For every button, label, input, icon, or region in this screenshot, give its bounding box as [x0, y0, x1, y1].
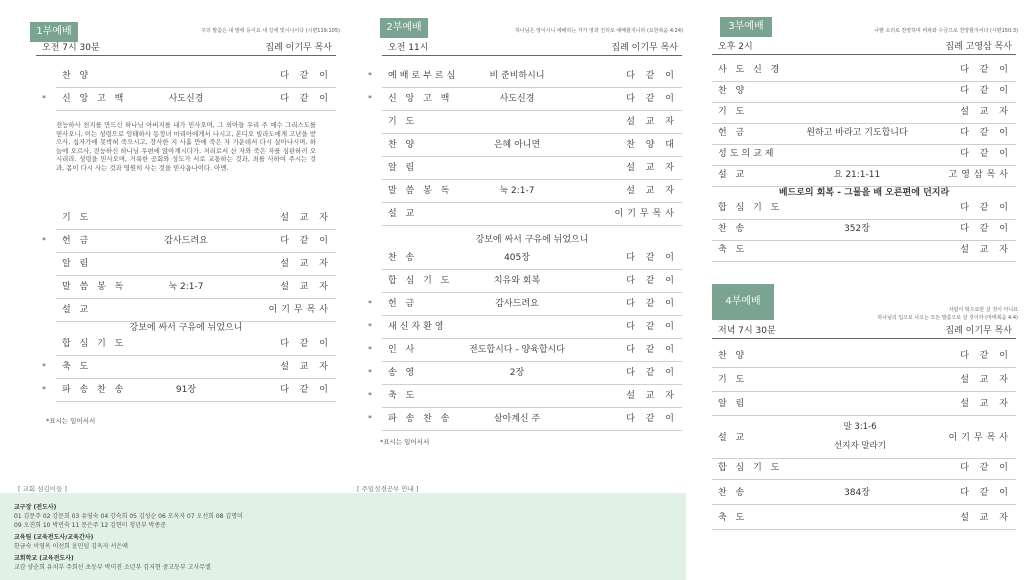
order-item-detail: 원하고 바라고 기도합니다 — [806, 128, 908, 138]
standing-mark: * — [368, 391, 372, 400]
service-1-order-row — [56, 254, 336, 276]
standing-mark: * — [368, 299, 372, 308]
standing-mark: * — [368, 71, 372, 80]
order-item-name: 신 앙 고 백 — [388, 94, 453, 104]
standing-mark: * — [42, 94, 46, 103]
bible-study-title: [ 주일성경공부 안내 ] — [357, 485, 419, 493]
order-item-name: 예배로부르심 — [388, 71, 459, 81]
order-item-name: 설 교 — [718, 170, 748, 180]
service-1-time: 오전 7시 30분 — [42, 43, 100, 53]
service-4-order-row — [712, 508, 1016, 530]
order-item-detail: 사도신경 — [499, 94, 535, 104]
servant-group — [14, 533, 344, 551]
service-1-order-row — [56, 277, 336, 299]
church-servants-title: [ 교회 섬김이들 ] — [18, 485, 67, 493]
service-1-order-row — [42, 89, 336, 111]
order-item-name: 찬 송 — [718, 224, 748, 234]
order-item-name: 알 림 — [388, 163, 418, 173]
order-item-name: 성도의교제 — [718, 149, 777, 159]
apostles-creed-text: 전능하사 천지를 만드신 하나님 아버지를 내가 믿사오며, 그 외아들 우리 주 예수 그리스도를 믿사오니, 이는 성령으로 잉태하사 동정녀 마리아에게서 나시고, 본디오 빌라도에게 고난을 받으사, 십자가에 못박혀 죽으시고, 장사한 지 사흘 만에 죽은 자 가운데서 다시 살아나시며, 하늘에 오르사, 전능하신 하나님 우편에 앉아계시다가, 저리로서 산 자와 죽은 자를 심판하러 오시리라. 성령을 믿사오며, 거룩한 공회와 성도가 서로 교통하는 것과, 죄를 사하여 주시는 것과, 몸이 다시 사는 것과 영원히 사는 것을 믿사옵나이다. 아멘. — [56, 121, 316, 172]
order-item-name: 기 도 — [388, 117, 418, 127]
service-4-verse-line-2: 하나님의 입으로 나오는 모든 말씀으로 살 것이라 (마태복음 4:4) — [877, 315, 1018, 321]
order-item-leader: 찬 양 대 — [626, 140, 678, 150]
order-item-name: 합 심 기 도 — [718, 463, 783, 473]
service-2-verse: 하나님은 영이시니 예배하는 자가 영과 진리로 예배할지니라 (요한복음 4:24) — [515, 28, 683, 34]
order-item-name: 찬 양 — [62, 71, 92, 81]
order-item-detail: 감사드려요 — [495, 299, 539, 309]
order-item-name: 새신자환영 — [388, 322, 447, 332]
order-item-name: 기 도 — [62, 213, 92, 223]
service-3-order-row — [712, 123, 1016, 145]
order-item-leader: 다 같 이 — [960, 86, 1012, 96]
service-4-order-row — [712, 346, 1016, 368]
service-4-order-row — [712, 458, 1016, 480]
order-item-leader: 설 교 자 — [280, 259, 332, 269]
servant-group-members: 09 오진희 10 박민숙 11 문은주 12 김현미 청년부 박종준 — [14, 522, 167, 529]
order-item-name: 기 도 — [718, 375, 748, 385]
service-3-order-row — [712, 219, 1016, 241]
order-item-name: 파 송 찬 송 — [388, 414, 453, 424]
order-item-leader: 다 같 이 — [626, 276, 678, 286]
order-item-leader: 이기무목사 — [268, 305, 332, 315]
service-2-time: 오전 11시 — [388, 43, 429, 53]
service-1-tag: 1부예배 — [30, 22, 78, 42]
standing-mark: * — [42, 385, 46, 394]
order-item-detail: 감사드려요 — [164, 236, 208, 246]
service-3-verse: 나팔 소리로 찬양하며 비파와 수금으로 찬양할지어다 (시편150:3) — [874, 28, 1018, 34]
order-item-leader: 다 같 이 — [626, 345, 678, 355]
service-3-sermon-title: 베드로의 회복 - 그물을 배 오른편에 던지라 — [778, 188, 950, 198]
service-2-order-row — [382, 271, 682, 293]
service-1-order-row — [56, 300, 336, 322]
service-3-time: 오후 2시 — [718, 42, 753, 52]
order-item-leader: 설 교 자 — [960, 399, 1012, 409]
order-item-leader: 이기무목사 — [614, 209, 678, 219]
service-1-order-row — [42, 380, 336, 402]
standing-mark: * — [368, 322, 372, 331]
order-item-name: 축 도 — [718, 513, 748, 523]
servant-group-title: 교회학교 (교육전도사) — [14, 555, 74, 562]
order-item-detail: 치유와 회복 — [493, 276, 541, 286]
order-item-name: 찬 양 — [388, 140, 418, 150]
order-item-leader: 다 같 이 — [960, 463, 1012, 473]
order-item-leader: 다 같 이 — [280, 236, 332, 246]
order-item-detail: 요 21:1-11 — [833, 170, 881, 180]
order-item-detail: 91장 — [175, 385, 197, 395]
service-4-order-row — [712, 483, 1016, 505]
order-item-leader: 다 같 이 — [280, 71, 332, 81]
servant-group — [14, 503, 344, 530]
standing-mark: * — [42, 362, 46, 371]
order-item-leader: 설 교 자 — [626, 391, 678, 401]
service-2-order-row — [368, 409, 682, 431]
order-item-leader: 다 같 이 — [626, 299, 678, 309]
order-item-name: 기 도 — [718, 107, 748, 117]
order-item-leader: 설 교 자 — [960, 107, 1012, 117]
order-item-detail: 눅 2:1-7 — [499, 186, 535, 196]
service-2-order-row — [382, 158, 682, 180]
service-1-header — [36, 41, 336, 56]
service-3-header — [712, 40, 1016, 55]
order-item-leader: 다 같 이 — [960, 224, 1012, 234]
order-item-leader: 다 같 이 — [626, 253, 678, 263]
order-item-leader: 다 같 이 — [280, 385, 332, 395]
order-item-detail: 405장 — [504, 253, 530, 263]
order-item-name: 송 영 — [388, 368, 418, 378]
service-2-order-row — [382, 248, 682, 270]
service-2-order-row — [382, 204, 682, 226]
order-item-name: 신 앙 고 백 — [62, 94, 127, 104]
service-4-sermon-ref: 말 3:1-6 — [843, 422, 877, 432]
order-item-name: 합 심 기 도 — [718, 203, 783, 213]
service-4-tag: 4부예배 — [712, 284, 774, 320]
order-item-name: 헌 금 — [388, 299, 418, 309]
order-item-name: 축 도 — [388, 391, 418, 401]
order-item-name: 인 사 — [388, 345, 418, 355]
service-2-order-row — [368, 89, 682, 111]
service-3-order-row — [712, 60, 1016, 82]
order-item-name: 축 도 — [718, 245, 748, 255]
order-item-name: 알 림 — [62, 259, 92, 269]
servant-group-title: 교육팀 (교육전도사/교육간사) — [14, 534, 94, 541]
service-2-order-row — [368, 66, 682, 88]
servant-group-members: 한금숙 이영옥 이선희 윤민임 김옥자 서은애 — [14, 543, 128, 550]
order-item-name: 파 송 찬 송 — [62, 385, 127, 395]
order-item-name: 헌 금 — [62, 236, 92, 246]
service-1-verse: 주의 말씀은 내 발에 등이요 내 길에 빛이니이다 (시편119:105) — [201, 28, 340, 34]
order-item-name: 설 교 — [388, 209, 418, 219]
service-4-sermon-title: 선지자 말라기 — [834, 441, 886, 451]
service-1-sermon-title: 강보에 싸서 구유에 뉘었으니 — [129, 323, 243, 333]
order-item-leader: 설 교 자 — [960, 513, 1012, 523]
order-item-leader: 설 교 자 — [626, 163, 678, 173]
standing-mark: * — [368, 368, 372, 377]
order-item-leader: 다 같 이 — [960, 351, 1012, 361]
service-3-order-row — [712, 81, 1016, 103]
order-item-leader: 설 교 자 — [960, 245, 1012, 255]
service-3-order-row — [712, 102, 1016, 124]
standing-mark: * — [368, 345, 372, 354]
order-item-detail: 전도합시다 - 양육합시다 — [469, 345, 565, 355]
service-3-order-row — [712, 198, 1016, 220]
order-item-leader: 설 교 자 — [280, 213, 332, 223]
service-4-time: 저녁 7시 30분 — [718, 326, 776, 336]
service-2-order-row — [368, 386, 682, 408]
order-item-leader: 다 같 이 — [626, 322, 678, 332]
order-item-leader: 다 같 이 — [626, 414, 678, 424]
service-2-order-row — [382, 181, 682, 203]
order-item-leader: 다 같 이 — [960, 488, 1012, 498]
order-item-name: 말 씀 봉 독 — [388, 186, 453, 196]
order-item-leader: 설 교 자 — [960, 375, 1012, 385]
service-2-order-row — [382, 135, 682, 157]
order-item-detail: 살아계신 주 — [493, 414, 541, 424]
order-item-leader: 다 같 이 — [280, 94, 332, 104]
service-4-header — [712, 324, 1016, 339]
service-4-sermon-label: 설 교 — [718, 433, 748, 443]
service-2-tag: 2부예배 — [380, 18, 428, 38]
order-item-leader: 설 교 자 — [280, 362, 332, 372]
service-2-order-row — [368, 363, 682, 385]
standing-mark: * — [368, 414, 372, 423]
order-item-name: 알 림 — [718, 399, 748, 409]
service-4-sermon-leader: 이기무목사 — [948, 433, 1012, 443]
order-item-name: 찬 양 — [718, 86, 748, 96]
service-4-order-row — [712, 370, 1016, 392]
order-item-leader: 다 같 이 — [960, 149, 1012, 159]
service-3-order-row — [712, 144, 1016, 166]
service-2-order-row — [368, 294, 682, 316]
service-1-order-row — [56, 208, 336, 230]
service-1-order-row — [42, 231, 336, 253]
service-4-order-row — [712, 394, 1016, 416]
order-item-detail: 은혜 아니면 — [493, 140, 541, 150]
order-item-name: 찬 양 — [718, 351, 748, 361]
service-1-note: *표시는 일어서서 — [46, 417, 96, 425]
service-2-order-row — [368, 317, 682, 339]
servant-group-members: 교감 양순희 유치부 주희선 초등부 박미진 소년부 김지현 중고등부 고사무엘 — [14, 564, 211, 571]
order-item-detail: 352장 — [844, 224, 870, 234]
order-item-detail: 사도신경 — [168, 94, 204, 104]
service-1-order-row — [56, 66, 336, 88]
order-item-name: 말 씀 봉 독 — [62, 282, 127, 292]
order-item-leader: 다 같 이 — [960, 65, 1012, 75]
order-item-name: 축 도 — [62, 362, 92, 372]
order-item-leader: 다 같 이 — [626, 368, 678, 378]
service-2-order-row — [368, 340, 682, 362]
order-item-name: 합 심 기 도 — [62, 339, 127, 349]
service-1-order-row — [56, 334, 336, 356]
standing-mark: * — [42, 236, 46, 245]
order-item-detail: 2장 — [509, 368, 525, 378]
service-4-presider: 집례 이기무 목사 — [945, 326, 1012, 336]
order-item-leader: 설 교 자 — [626, 117, 678, 127]
order-item-leader: 설 교 자 — [280, 282, 332, 292]
service-2-presider: 집례 이기무 목사 — [611, 43, 678, 53]
order-item-detail: 눅 2:1-7 — [168, 282, 204, 292]
service-4-verse-line-1: 사람이 떡으로만 살 것이 아니요 — [948, 307, 1018, 313]
order-item-name: 사 도 신 경 — [718, 65, 783, 75]
service-1-order-row — [42, 357, 336, 379]
order-item-name: 찬 송 — [388, 253, 418, 263]
order-item-name: 합 심 기 도 — [388, 276, 453, 286]
order-item-detail: 384장 — [844, 488, 870, 498]
service-3-presider: 집례 고영삼 목사 — [945, 42, 1012, 52]
order-item-name: 찬 송 — [718, 488, 748, 498]
order-item-name: 설 교 — [62, 305, 92, 315]
service-2-order-row — [382, 112, 682, 134]
order-item-leader: 고영삼목사 — [948, 170, 1012, 180]
service-3-tag: 3부예배 — [720, 17, 772, 37]
servant-group-title: 교구장 (전도사) — [14, 504, 57, 511]
order-item-leader: 설 교 자 — [626, 186, 678, 196]
standing-mark: * — [368, 94, 372, 103]
order-item-leader: 다 같 이 — [960, 128, 1012, 138]
service-2-sermon-title: 강보에 싸서 구유에 뉘었으니 — [475, 235, 589, 245]
service-3-order-row — [712, 240, 1016, 262]
order-item-leader: 다 같 이 — [626, 94, 678, 104]
order-item-name: 헌 금 — [718, 128, 748, 138]
service-2-header — [382, 41, 682, 56]
order-item-leader: 다 같 이 — [280, 339, 332, 349]
order-item-leader: 다 같 이 — [626, 71, 678, 81]
service-2-note: *표시는 일어서서 — [380, 438, 430, 446]
service-3-order-row — [712, 165, 1016, 187]
servant-group — [14, 554, 344, 572]
order-item-leader: 다 같 이 — [960, 203, 1012, 213]
order-item-detail: 비 준비하시니 — [489, 71, 545, 81]
service-1-presider: 집례 이기무 목사 — [265, 43, 332, 53]
servant-group-members: 01 김문주 02 강문희 03 유영숙 04 강숙희 05 김성순 06 모옥자 07 오선희 08 김명미 — [14, 513, 243, 520]
